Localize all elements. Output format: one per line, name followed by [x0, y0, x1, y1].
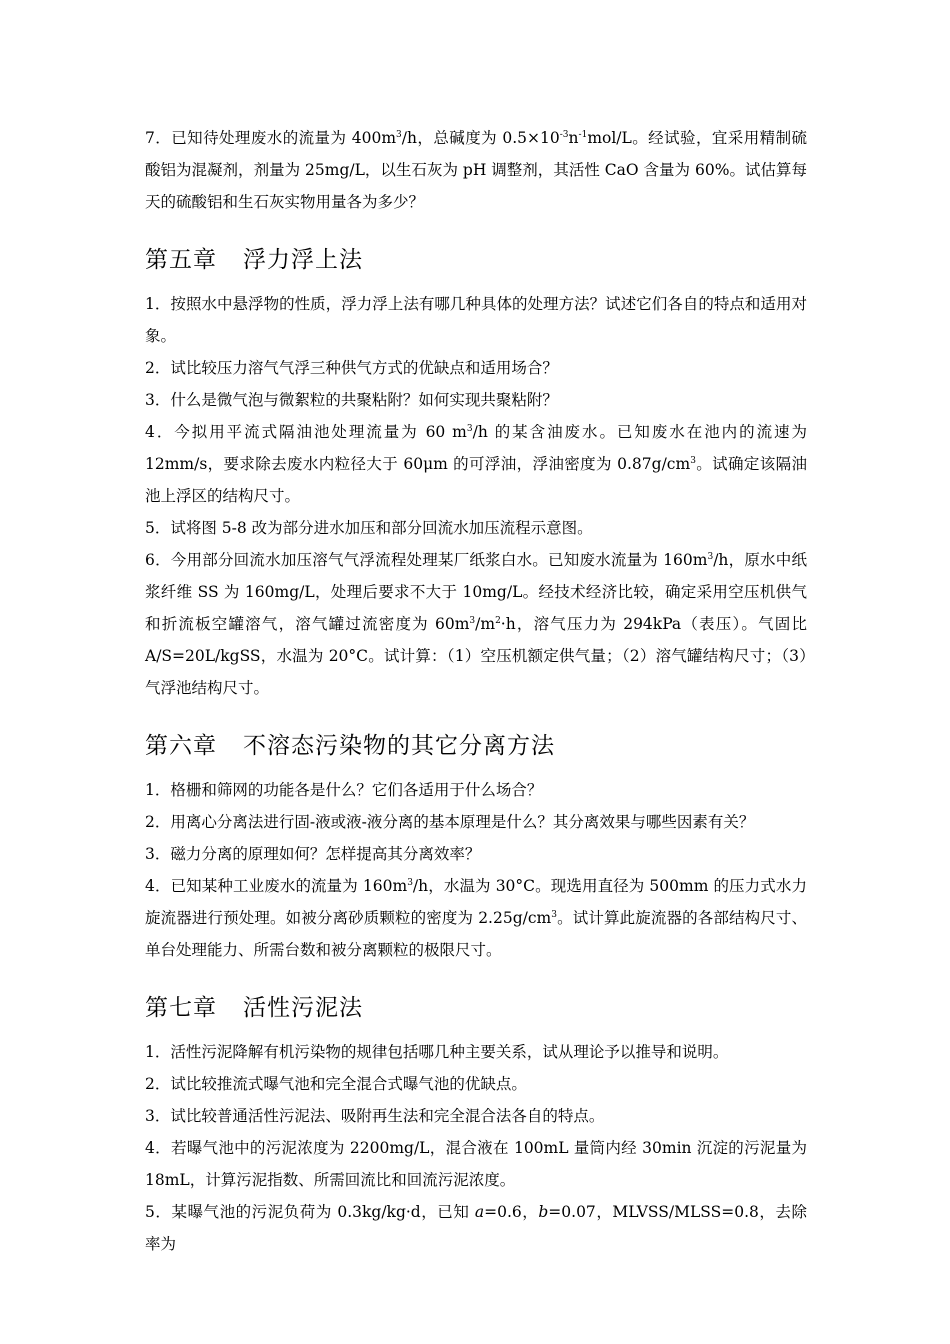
- text: n: [568, 129, 579, 147]
- chapter-name: 活性污泥法: [243, 995, 363, 1021]
- variable: a: [474, 1203, 485, 1221]
- superscript: 3: [396, 130, 402, 140]
- text: 。试计算此旋流器的各部结构尺寸、单台处理能力、所需台数和被分离颗粒的极限尺寸。: [145, 909, 807, 959]
- ch4-question-7: [145, 122, 807, 218]
- chapter-7-title: [145, 988, 807, 1028]
- chapter-name: 浮力浮上法: [243, 247, 363, 273]
- chapter-name: 不溶态污染物的其它分离方法: [243, 733, 555, 759]
- chapter-5-title: [145, 240, 807, 280]
- superscript: 3: [551, 910, 557, 920]
- ch5-question-2: 2．试比较压力溶气气浮三种供气方式的优缺点和适用场合？: [145, 359, 558, 377]
- text: /h，总碱度为 0.5×10: [401, 129, 560, 147]
- ch5-question-4: [145, 416, 807, 512]
- text: ·h，溶气压力为 294kPa（表压）。气固比 A/S=20L/kgSS，水温为 20°C。试计算：（1）空压机额定供气量；（2）溶气罐结构尺寸；（3）气浮池结构尺寸。: [145, 615, 807, 697]
- superscript: 3: [407, 878, 413, 888]
- ch7-question-5: [145, 1196, 807, 1260]
- chapter-number: 第五章: [145, 247, 217, 273]
- superscript: -1: [578, 130, 588, 140]
- text: 4．今拟用平流式隔油池处理流量为 60 m: [145, 423, 467, 441]
- text: 6．今用部分回流水加压溶气气浮流程处理某厂纸浆白水。已知废水流量为 160m: [145, 551, 708, 569]
- text: /h，水温为 30°C。现选用直径为 500mm 的压力式水力旋流器进行预处理。如被分离砂质颗粒的密度为 2.25g/cm: [145, 877, 807, 927]
- text: 5．某曝气池的污泥负荷为 0.3kg/kg·d，已知: [145, 1203, 475, 1221]
- ch7-question-4: 4．若曝气池中的污泥浓度为 2200mg/L，混合液在 100mL 量筒内经 30min 沉淀的污泥量为 18mL，计算污泥指数、所需回流比和回流污泥浓度。: [145, 1139, 807, 1189]
- ch7-question-3: 3．试比较普通活性污泥法、吸附再生法和完全混合法各自的特点。: [145, 1107, 605, 1125]
- superscript: 3: [469, 616, 476, 626]
- text: /m: [475, 615, 496, 633]
- superscript: 3: [466, 424, 473, 434]
- chapter-number: 第七章: [145, 995, 217, 1021]
- ch5-question-6: [145, 544, 807, 704]
- text: /h 的某含油废水。已知废水在池内的流速为 12mm/s，要求除去废水内粒径大于 60μm 的可浮油，浮油密度为 0.87g/cm: [145, 423, 808, 473]
- ch6-question-1: 1．格栅和筛网的功能各是什么？它们各适用于什么场合？: [145, 781, 543, 799]
- text: 7．已知待处理废水的流量为 400m: [145, 129, 397, 147]
- chapter-number: 第六章: [145, 733, 217, 759]
- text: mol/L。经试验，宜采用精制硫酸铝为混凝剂，剂量为 25mg/L，以生石灰为 pH 调整剂，其活性 CaO 含量为 60%。试估算每天的硫酸铝和生石灰实物用量各为多少？: [145, 129, 807, 211]
- chapter-7-heading-block: [145, 988, 807, 1028]
- text: =0.07，MLVSS/MLSS=0.8，去除率为: [145, 1203, 807, 1253]
- superscript: 2: [495, 616, 501, 626]
- chapter-6-heading-block: [145, 726, 807, 766]
- ch6-question-4: [145, 870, 807, 966]
- ch6-question-2: 2．用离心分离法进行固-液或液-液分离的基本原理是什么？其分离效果与哪些因素有关？: [145, 813, 755, 831]
- document-page: [145, 122, 807, 1260]
- text: 。试确定该隔油池上浮区的结构尺寸。: [145, 455, 807, 505]
- text: 4．已知某种工业废水的流量为 160m: [145, 877, 408, 895]
- ch5-question-3: 3．什么是微气泡与微絮粒的共聚粘附？如何实现共聚粘附？: [145, 391, 558, 409]
- superscript: 3: [690, 456, 696, 466]
- ch7-question-2: 2．试比较推流式曝气池和完全混合式曝气池的优缺点。: [145, 1075, 527, 1093]
- ch7-question-1: 1．活性污泥降解有机污染物的规律包括哪几种主要关系，试从理论予以推导和说明。: [145, 1043, 729, 1061]
- variable: b: [538, 1203, 549, 1221]
- ch6-question-3: 3．磁力分离的原理如何？怎样提高其分离效率？: [145, 845, 481, 863]
- text: /h，原水中纸浆纤维 SS 为 160mg/L，处理后要求不大于 10mg/L。经技术经济比较，确定采用空压机供气和折流板空罐溶气，溶气罐过流密度为 60m: [145, 551, 807, 633]
- superscript: -3: [559, 130, 569, 140]
- ch5-question-5: 5．试将图 5-8 改为部分进水加压和部分回流水加压流程示意图。: [145, 519, 593, 537]
- ch5-question-1: 1．按照水中悬浮物的性质，浮力浮上法有哪几种具体的处理方法？试述它们各自的特点和适用对象。: [145, 295, 807, 345]
- chapter-6-title: [145, 726, 807, 766]
- chapter-5-heading-block: [145, 240, 807, 280]
- superscript: 3: [707, 552, 714, 562]
- text: =0.6，: [484, 1203, 539, 1221]
